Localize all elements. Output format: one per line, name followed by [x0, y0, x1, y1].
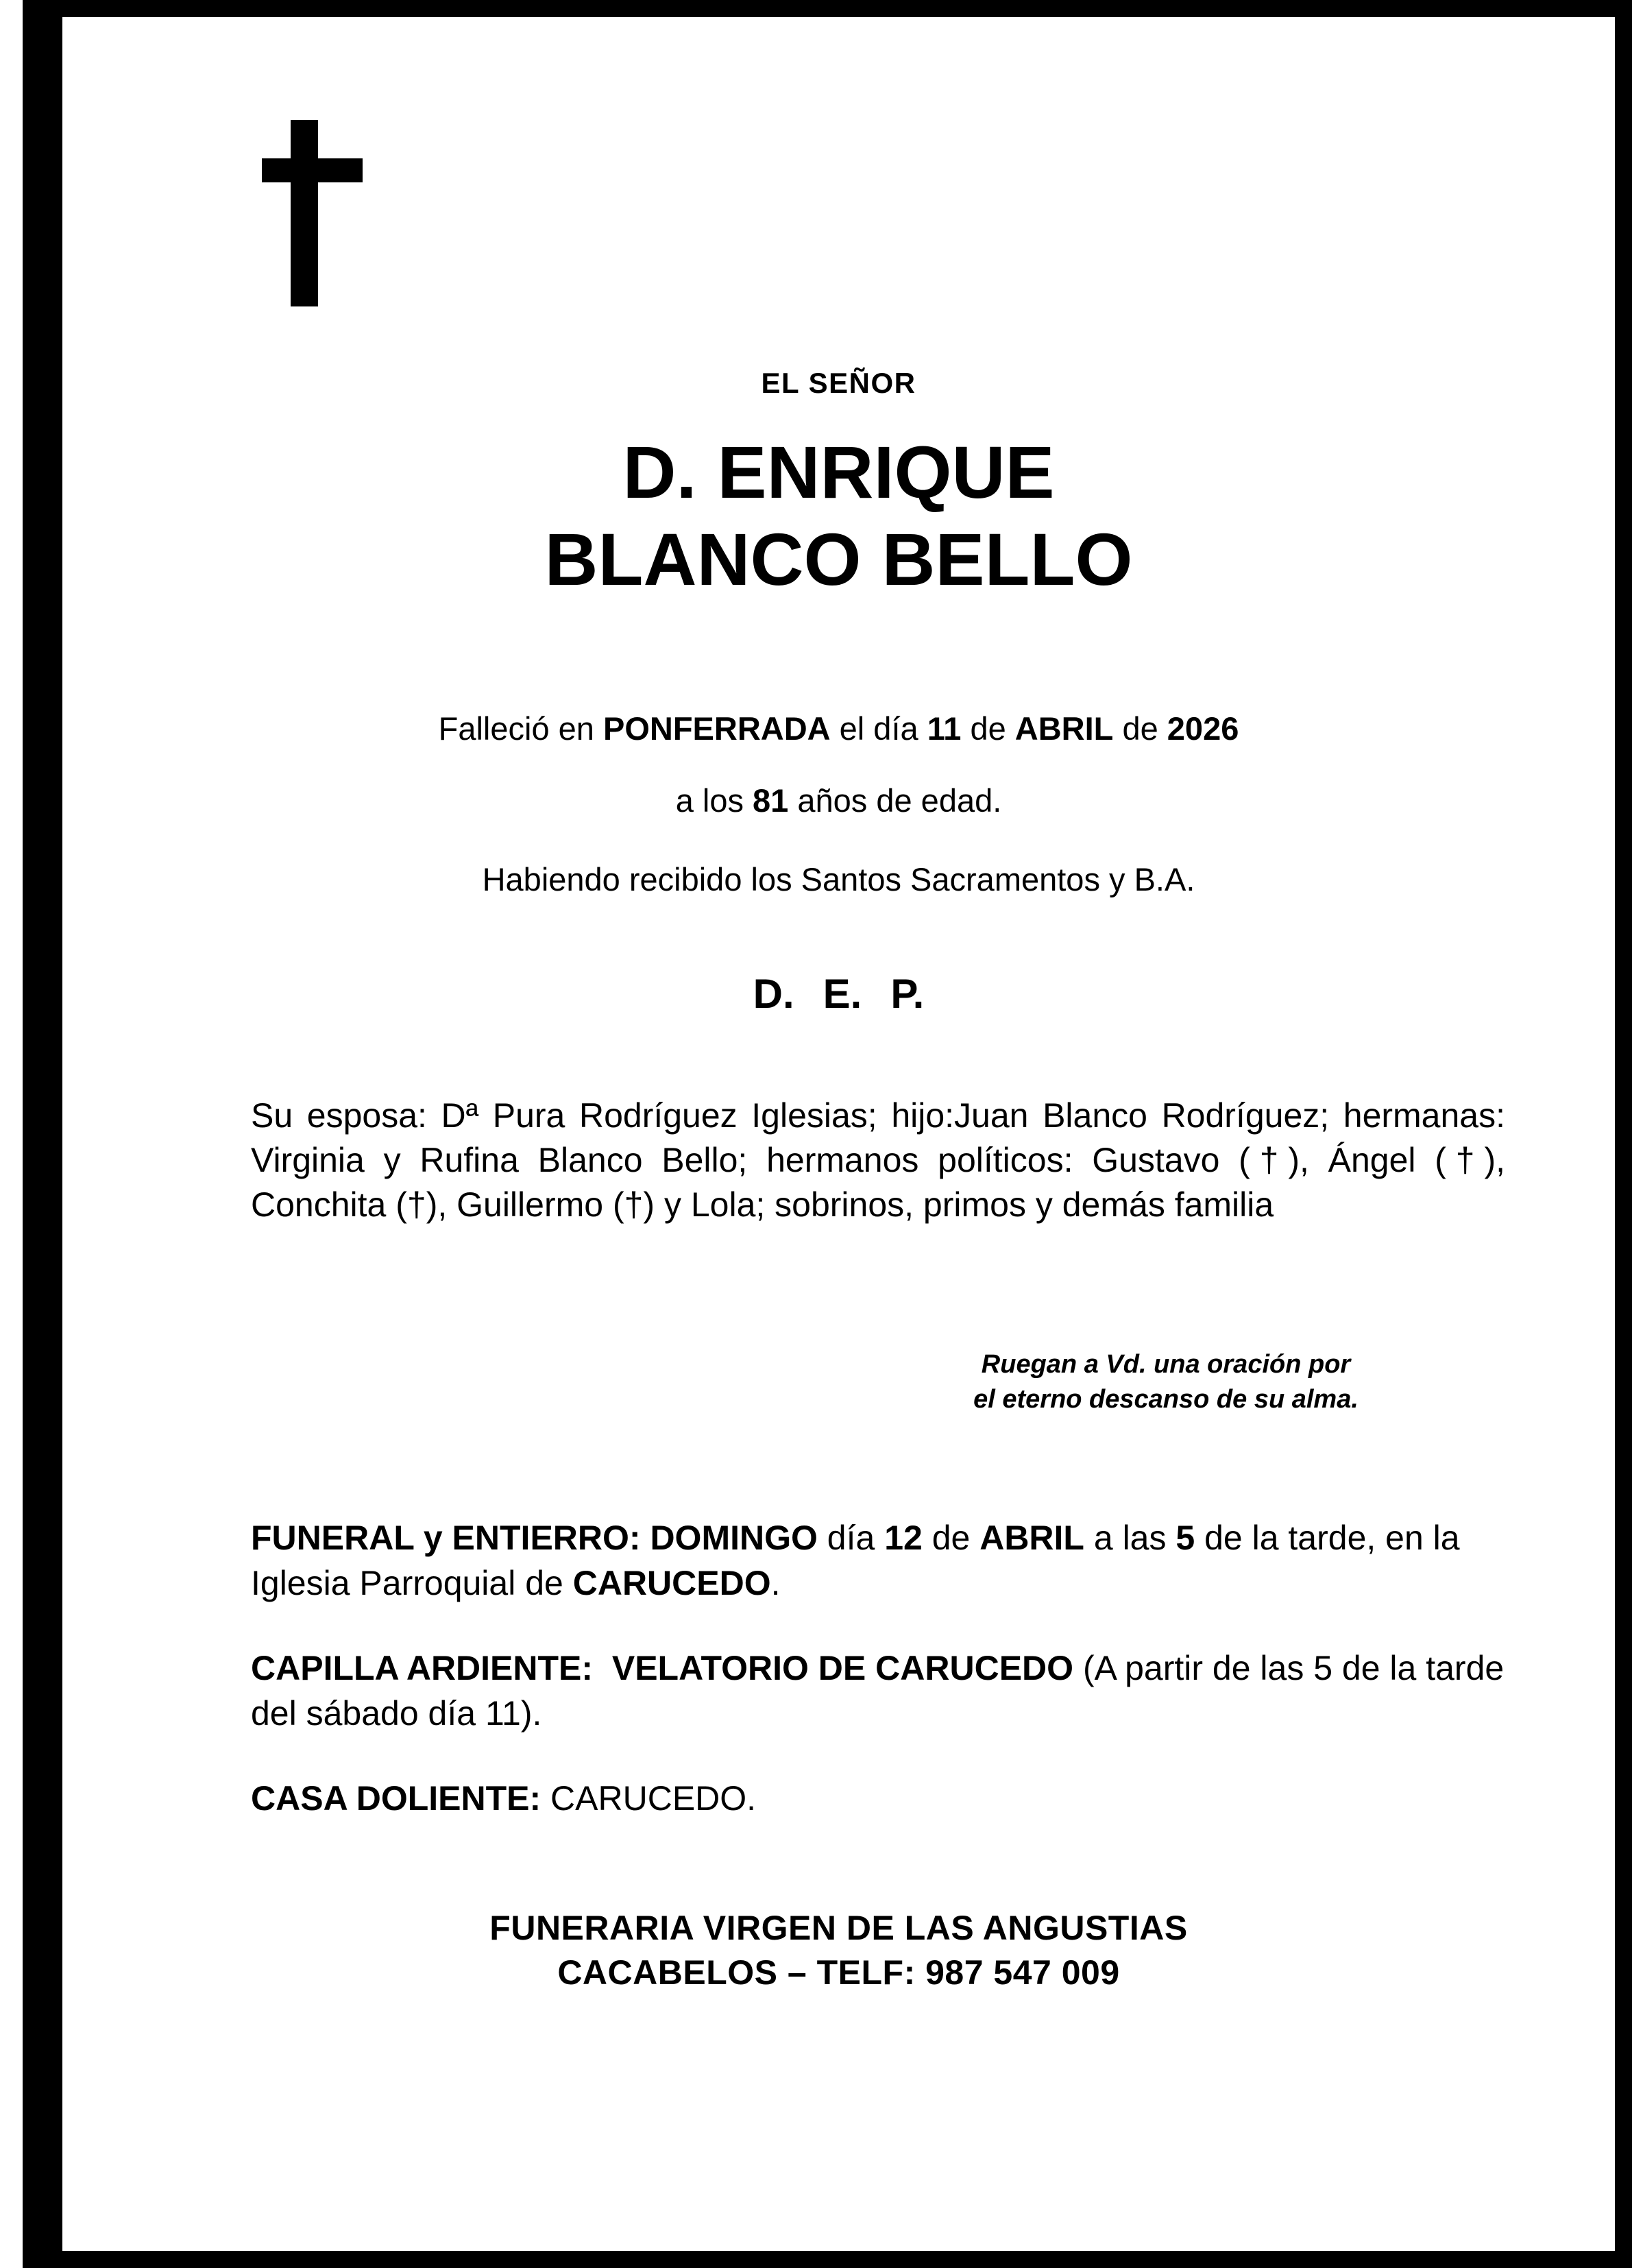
casa-value: CARUCEDO.: [541, 1779, 757, 1818]
capilla-detail: (A partir de las 5 de la tarde del sábado día 11).: [251, 1649, 1505, 1733]
prayer-request-line-1: Ruegan a Vd. una oración por: [981, 1350, 1351, 1379]
cross-vertical-bar: [291, 120, 318, 306]
age-prefix: a los: [675, 782, 753, 819]
death-statement: [62, 710, 1615, 747]
honorific-label: EL SEÑOR: [761, 367, 916, 399]
mourning-border-frame: [23, 0, 1632, 2268]
capilla-gap: [593, 1649, 612, 1687]
funeral-mid-4: de la tarde, en la Iglesia Parroquial de: [251, 1519, 1460, 1602]
dep-d: D.: [753, 971, 794, 1017]
sacraments-statement: Habiendo recibido los Santos Sacramentos y B.A.: [482, 861, 1195, 897]
death-year: 2026: [1167, 710, 1239, 747]
latin-cross-icon: [227, 120, 378, 319]
funeral-day: 12: [884, 1519, 923, 1557]
deceased-name: [62, 429, 1615, 603]
funeral-end: .: [770, 1564, 781, 1602]
funeral-venue: CARUCEDO: [572, 1564, 771, 1602]
dep-abbreviation: [62, 970, 1615, 1017]
prayer-request: [905, 1347, 1426, 1418]
death-of: de: [961, 710, 1015, 747]
dep-p: P.: [890, 971, 925, 1017]
death-month: ABRIL: [1014, 710, 1114, 747]
deceased-name-line-2: BLANCO BELLO: [544, 518, 1133, 601]
funeral-mid-1: día: [817, 1519, 885, 1557]
death-prefix: Falleció en: [438, 710, 603, 747]
notice-paper: [62, 17, 1615, 2251]
funeral-mid-2: de: [922, 1519, 980, 1557]
dep-e: E.: [823, 971, 862, 1017]
death-place: PONFERRADA: [602, 710, 831, 747]
capilla-label: CAPILLA ARDIENTE:: [251, 1649, 594, 1687]
funeral-mid-3: a las: [1084, 1519, 1176, 1557]
mourning-house-details: [251, 1776, 1509, 1821]
age-suffix: años de edad.: [788, 782, 1002, 819]
death-mid: el día: [830, 710, 927, 747]
funeral-month: ABRIL: [979, 1519, 1084, 1557]
funeral-home-contact: CACABELOS – TELF: 987 547 009: [557, 1953, 1120, 1992]
cross-horizontal-bar: [262, 158, 363, 182]
funeral-home-name: FUNERARIA VIRGEN DE LAS ANGUSTIAS: [489, 1909, 1188, 1947]
death-of2: de: [1113, 710, 1167, 747]
prayer-request-line-2: el eterno descanso de su alma.: [973, 1385, 1359, 1414]
notice-content: [62, 17, 1615, 2251]
funeral-hour: 5: [1176, 1519, 1195, 1557]
age-statement: [62, 782, 1615, 819]
funeral-label: FUNERAL y ENTIERRO: DOMINGO: [251, 1519, 818, 1557]
capilla-venue: VELATORIO DE CARUCEDO: [611, 1649, 1074, 1687]
death-day: 11: [927, 710, 962, 747]
surviving-family-paragraph: Su esposa: Dª Pura Rodríguez Iglesias; hijo:Juan Blanco Rodríguez; hermanas: Virginia y Rufina Blanco Bello; hermanos políticos: Gustavo (†), Ángel (†), Conchita (†), Guillermo (†) y Lola; sobrinos, primos y demás familia: [251, 1096, 1505, 1224]
funeral-home-footer: [62, 1906, 1615, 1995]
age-value: 81: [753, 782, 789, 819]
casa-label: CASA DOLIENTE:: [251, 1779, 541, 1818]
deceased-name-line-1: D. ENRIQUE: [622, 431, 1055, 514]
chapel-of-rest-details: [251, 1645, 1509, 1736]
funeral-details: [251, 1515, 1509, 1606]
